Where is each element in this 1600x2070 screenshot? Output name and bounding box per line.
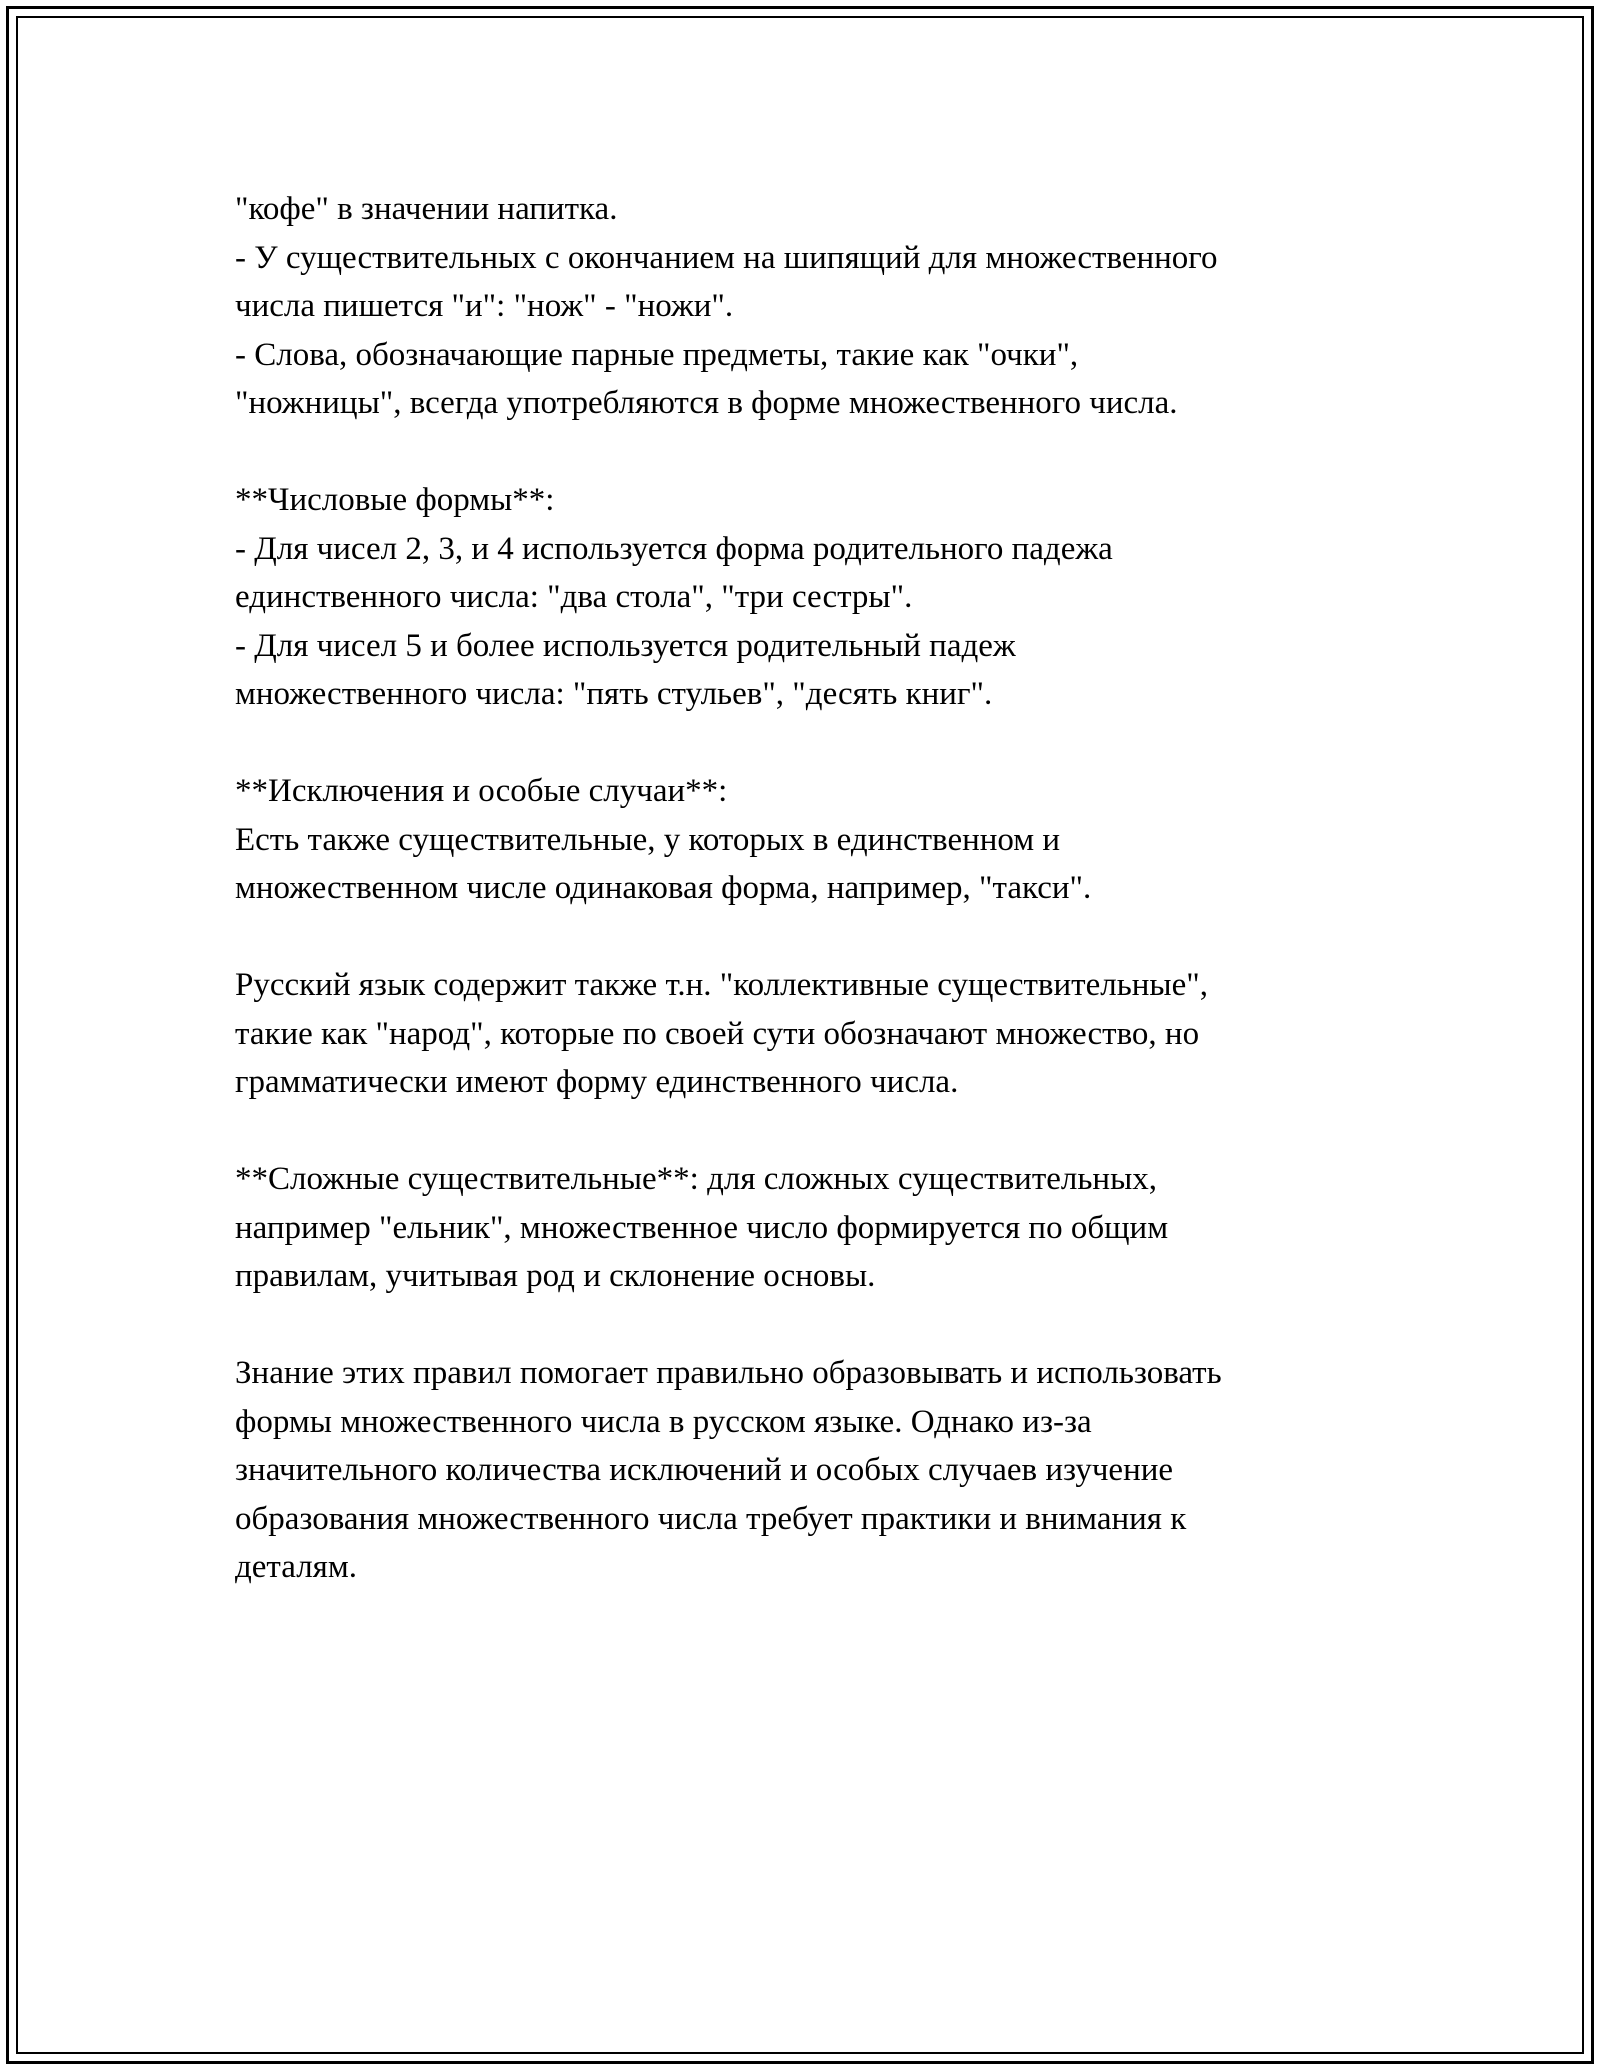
text-line: "ножницы", всегда употребляются в форме множественного числа. <box>235 385 1178 421</box>
paragraph-gap <box>235 428 1395 477</box>
text-line: единственного числа: "два стола", "три сестры". <box>235 579 913 615</box>
text-line: - Для чисел 5 и более используется родительный падеж <box>235 627 1016 664</box>
paragraph-gap <box>235 719 1395 768</box>
text-line: правилам, учитывая род и склонение основы. <box>235 1258 876 1294</box>
text-line: множественном числе одинаковая форма, например, "такси". <box>235 870 1092 906</box>
text-line: **Сложные существительные**: для сложных существительных, <box>235 1161 1158 1197</box>
section-heading: **Исключения и особые случаи**: <box>235 773 728 809</box>
text-line: значительного количества исключений и особых случаев изучение <box>235 1452 1174 1488</box>
text-line: образования множественного числа требует практики и внимания к <box>235 1500 1187 1537</box>
text-line: Русский язык содержит также т.н. "коллективные существительные", <box>235 967 1208 1003</box>
text-line: деталям. <box>235 1549 357 1585</box>
section-heading: **Числовые формы**: <box>235 482 555 518</box>
text-line: множественного числа: "пять стульев", "десять книг". <box>235 676 993 712</box>
text-line: грамматически имеют форму единственного числа. <box>235 1064 959 1100</box>
text-line: - Для чисел 2, 3, и 4 используется форма родительного падежа <box>235 530 1113 567</box>
text-line: - У существительных с окончанием на шипящий для множественного <box>235 239 1218 276</box>
paragraph-gap <box>235 1107 1395 1156</box>
text-line: числа пишется "и": "нож" - "ножи". <box>235 288 734 324</box>
text-line: формы множественного числа в русском языке. Однако из-за <box>235 1403 1092 1440</box>
text-line: такие как "народ", которые по своей сути обозначают множество, но <box>235 1015 1200 1052</box>
document-body <box>235 185 1395 1592</box>
text-line: "кофе" в значении напитка. <box>235 191 618 227</box>
paragraph-gap <box>235 1301 1395 1350</box>
text-line: Знание этих правил помогает правильно образовывать и использовать <box>235 1355 1222 1391</box>
paragraph-gap <box>235 913 1395 962</box>
text-line: - Слова, обозначающие парные предметы, такие как "очки", <box>235 336 1079 373</box>
text-line: Есть также существительные, у которых в единственном и <box>235 821 1061 858</box>
text-line: например "ельник", множественное число формируется по общим <box>235 1209 1169 1246</box>
